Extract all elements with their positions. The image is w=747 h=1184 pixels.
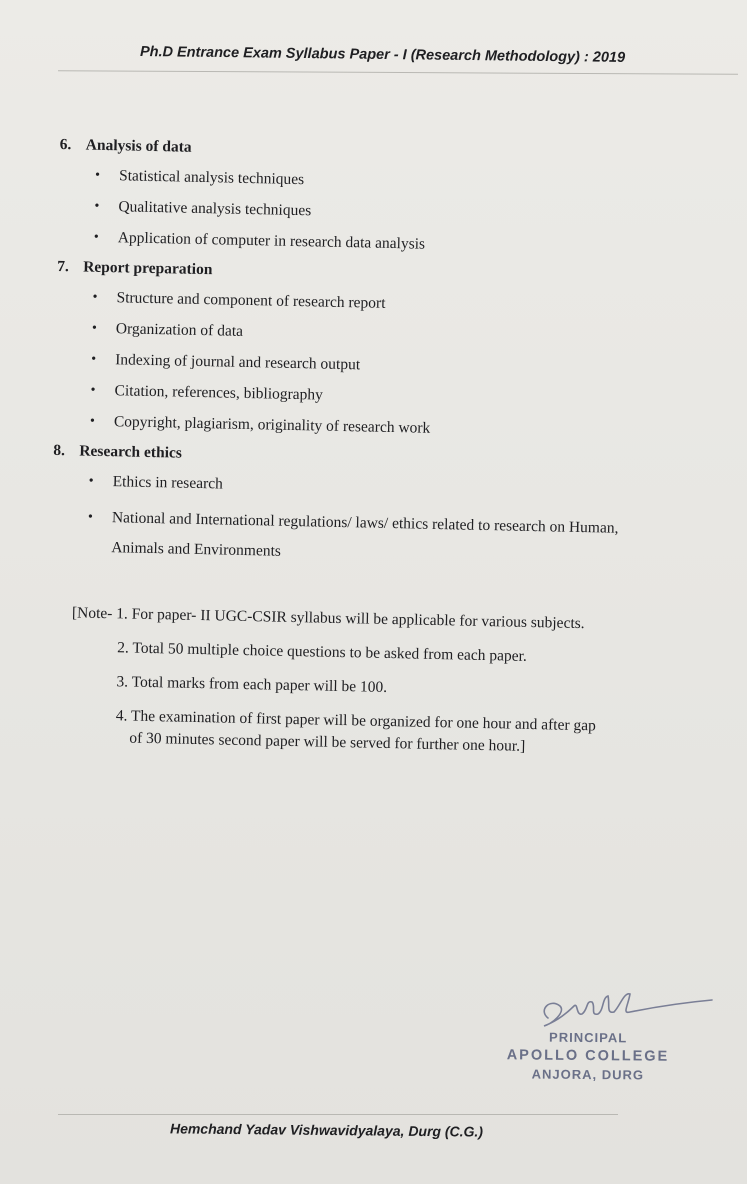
footer-rule xyxy=(58,1114,618,1115)
list-item: • National and International regulations/ laws/ ethics related to research on Human, Animals and Environments xyxy=(87,503,652,575)
stamp-college: APOLLO COLLEGE xyxy=(506,1047,670,1065)
note-line-3: 3. Total marks from each paper will be 100. xyxy=(116,673,388,696)
section-number: 7. xyxy=(57,257,69,276)
list-item: • Organization of data xyxy=(92,319,696,352)
list-item: • Indexing of journal and research output xyxy=(91,350,695,383)
page-footer: Hemchand Yadav Vishwavidyalaya, Durg (C.G.) xyxy=(169,1120,484,1140)
list-item: • Qualitative analysis techniques xyxy=(94,197,698,230)
page-header: Ph.D Entrance Exam Syllabus Paper - I (Research Methodology) : 2019 xyxy=(139,44,626,66)
list-item: • Statistical analysis techniques xyxy=(95,166,699,199)
section-7-list xyxy=(54,287,697,444)
section-title: Analysis of data xyxy=(85,136,192,156)
section-number: 8. xyxy=(53,441,66,460)
list-item: • Citation, references, bibliography xyxy=(90,381,694,414)
section-heading-6 xyxy=(60,136,700,167)
note-line-1: [Note- 1. For paper- II UGC-CSIR syllabus will be applicable for various subjects. xyxy=(71,604,585,633)
list-item: • Copyright, plagiarism, originality of research work xyxy=(90,412,694,445)
section-6-list xyxy=(58,165,700,260)
section-number: 6. xyxy=(59,135,72,154)
stamp-title: PRINCIPAL xyxy=(549,1029,628,1046)
section-heading-8 xyxy=(53,442,693,473)
principal-stamp xyxy=(498,1029,678,1083)
section-8-list xyxy=(51,471,693,575)
note-line-4-continued: of 30 minutes second paper will be served for further one hour.] xyxy=(129,729,526,755)
header-rule xyxy=(58,70,738,75)
syllabus-content xyxy=(47,132,700,761)
note-line-4: 4. The examination of first paper will be organized for one hour and after gap xyxy=(115,707,597,735)
section-heading-7 xyxy=(57,258,697,289)
list-item: • Application of computer in research data analysis xyxy=(94,228,698,261)
section-title: Report preparation xyxy=(82,258,213,279)
section-title: Research ethics xyxy=(79,442,183,462)
list-item: • Structure and component of research report xyxy=(92,288,696,321)
note-block xyxy=(47,636,689,761)
list-item: • Ethics in research xyxy=(88,472,692,505)
stamp-location: ANJORA, DURG xyxy=(531,1066,645,1083)
note-line-2: 2. Total 50 multiple choice questions to be asked from each paper. xyxy=(117,639,528,665)
